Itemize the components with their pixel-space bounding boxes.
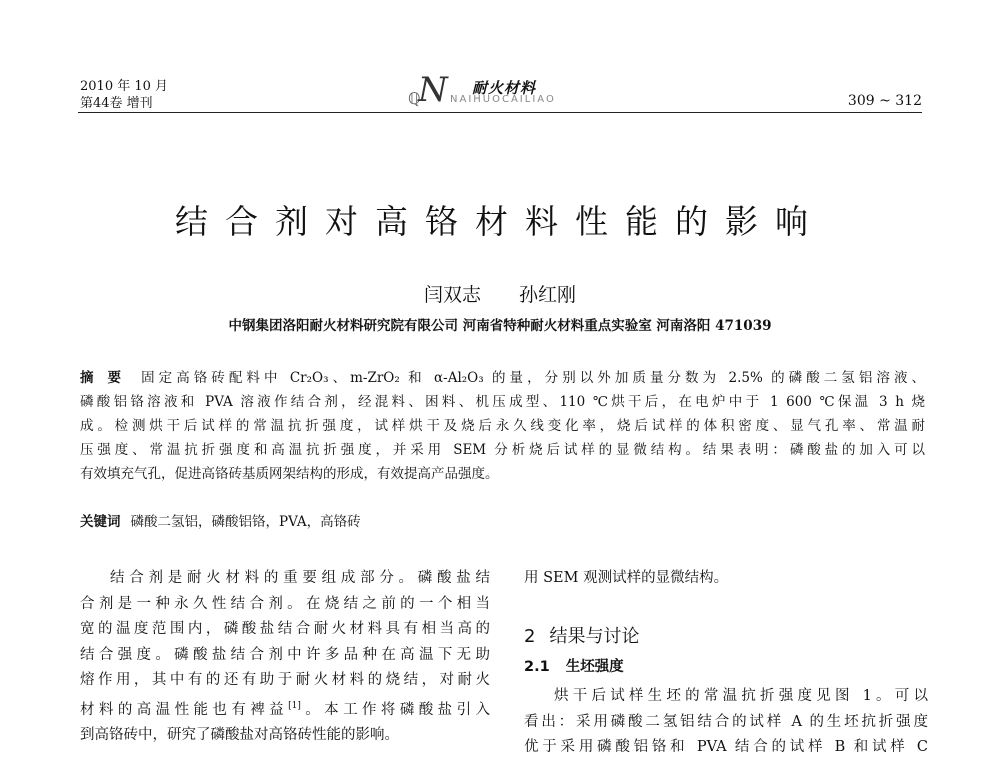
body-left-line-5: 熔作用，其中有的还有助于耐火材料的烧结，对耐火: [80, 672, 490, 688]
logo-swirl-icon: ℚ: [408, 89, 421, 108]
abstract-text-1: 固定高铬砖配料中 Cr₂O₃、m-ZrO₂ 和 α-Al₂O₃ 的量，分别以外加质量分数为 2.5% 的磷酸二氢铝溶液、: [141, 370, 926, 386]
logo-n-icon: N: [418, 70, 448, 110]
body-left-line-3: 宽的温度范围内，磷酸盐结合耐火材料具有相当高的: [80, 621, 490, 637]
journal-logo: [408, 70, 588, 110]
body-right-text: [524, 684, 928, 761]
body-left-line-6-text: 材料的高温性能也有裨益: [80, 701, 289, 718]
abstract-line-3: 成。检测烘干后试样的常温抗折强度，试样烘干及烧后永久线变化率，烧后试样的体积密度、显气孔率、常温耐: [80, 418, 925, 434]
keywords-label: 关键词: [80, 514, 121, 530]
subsection-title: 生坯强度: [565, 659, 624, 675]
body-right-line-1: 烘干后试样生坯的常温抗折强度见图 1。可以: [554, 688, 928, 704]
page-range: 309 ~ 312: [847, 93, 922, 109]
issue-date: 2010 年 10 月: [80, 79, 169, 94]
subsection-heading: [524, 655, 624, 676]
issue-volume: 第44卷 增刊: [80, 96, 153, 111]
body-left-column: [80, 566, 490, 748]
section-heading: [524, 622, 639, 648]
abstract-label: 摘要: [80, 370, 136, 386]
section-title: 结果与讨论: [549, 626, 640, 647]
abstract: [80, 366, 925, 486]
body-right-column: [524, 566, 928, 592]
abstract-line-5: 有效填充气孔，促进高铬砖基质网架结构的形成，有效提高产品强度。: [80, 466, 499, 482]
header-divider: [78, 112, 922, 113]
abstract-line-1: [80, 366, 925, 390]
body-left-line-7: 到高铬砖中，研究了磷酸盐对高铬砖性能的影响。: [80, 726, 399, 743]
keywords: [80, 510, 361, 530]
body-left-line-2: 合剂是一种永久性结合剂。在烧结之前的一个相当: [80, 595, 490, 612]
body-left-line-1: 结合剂是耐火材料的重要组成部分。磷酸盐结: [110, 570, 490, 586]
journal-issue-info: [80, 78, 168, 112]
body-left-line-4: 结合强度。磷酸盐结合剂中许多品种在高温下无助: [80, 646, 490, 663]
journal-name-en: NAIHUOCAILIAO: [450, 94, 556, 105]
body-left-line-6: [80, 694, 490, 723]
body-right-intro: 用 SEM 观测试样的显微结构。: [524, 570, 729, 586]
body-right-line-2: 看出：采用磷酸二氢铝结合的试样 A 的生坯抗折强度: [524, 713, 928, 730]
keywords-text: 磷酸二氢铝，磷酸铝铬，PVA，高铬砖: [130, 514, 361, 530]
article-title: 结合剂对高铬材料性能的影响: [175, 202, 825, 241]
section-number: 2: [524, 626, 536, 647]
abstract-line-4: 压强度、常温抗折强度和高温抗折强度，并采用 SEM 分析烧后试样的显微结构。结果表明：磷酸盐的加入可以: [80, 442, 925, 458]
journal-name-cn: 耐火材料: [472, 79, 537, 97]
citation-ref: [1]: [288, 700, 301, 711]
author-1: 闫双志: [423, 284, 481, 306]
author-list: [0, 280, 1000, 307]
body-left-line-6-tail: 。本工作将磷酸盐引入: [300, 701, 491, 718]
author-affiliation: 中钢集团洛阳耐火材料研究院有限公司 河南省特种耐火材料重点实验室 河南洛阳 471039: [228, 318, 772, 334]
body-right-line-3: 优于采用磷酸铝铬和 PVA 结合的试样 B 和试样 C: [524, 739, 928, 755]
author-2: 孙红刚: [519, 284, 577, 306]
abstract-line-2: 磷酸铝铬溶液和 PVA 溶液作结合剂，经混料、困料、机压成型、110 ℃烘干后，在电炉中于 1 600 ℃保温 3 h 烧: [80, 394, 925, 410]
subsection-number: 2.1: [524, 659, 550, 675]
